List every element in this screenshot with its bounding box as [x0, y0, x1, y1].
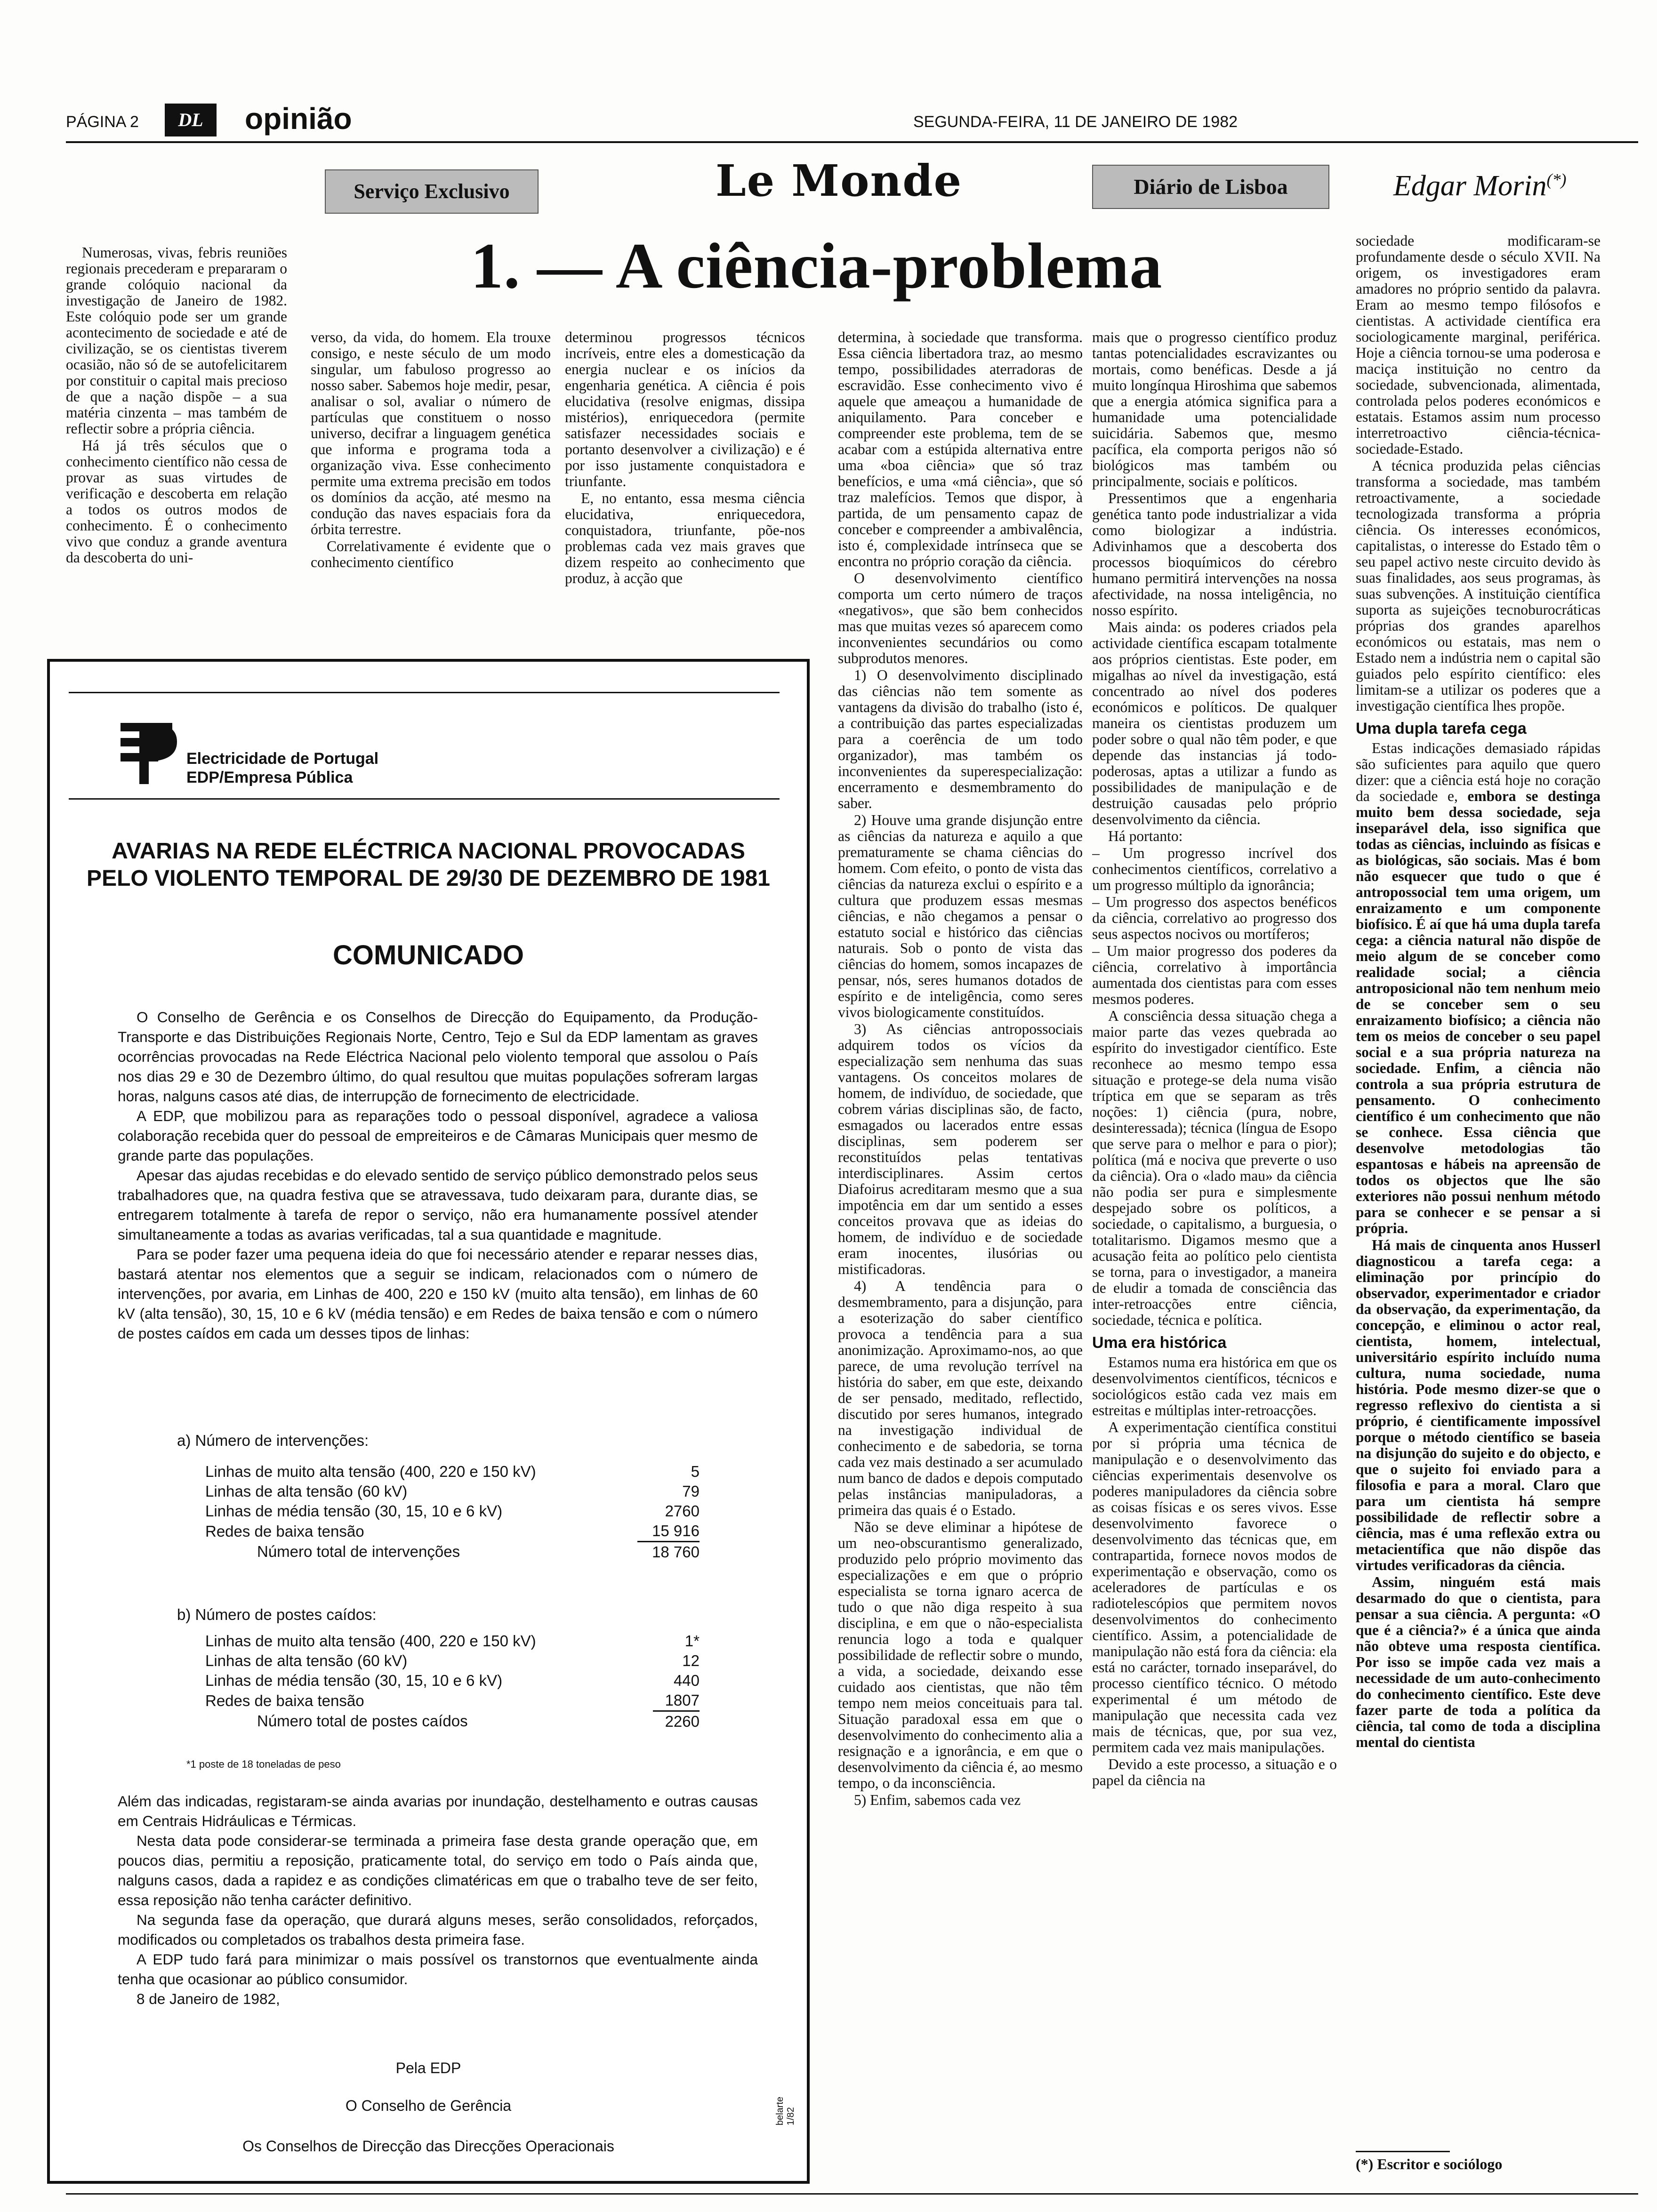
article-paragraph: 5) Enfim, sabemos cada vez	[854, 1792, 1021, 1808]
ad-paragraph: O Conselho de Gerência e os Conselhos de Direcção do Equipamento, da Produção-Transporte e das Distribuições Regionais Norte, Centro, Tejo e Sul da EDP lamentam as graves ocorrências provocadas na Rede Eléctrica Nacional pelo violento temporal que assolou o País nos dias 29 e 30 de Dezembro último, do qual resultou que muitas populações sofreram largas horas, nalguns casos até dias, de interrupção de fornecimento de electricidade.	[118, 1009, 758, 1105]
service-badge	[325, 169, 539, 214]
ad-mid-rule	[69, 798, 780, 800]
table-cell-label: Linhas de muito alta tensão (400, 220 e 150 kV)	[205, 1632, 536, 1650]
company-name-line: Electricidade de Portugal	[186, 750, 379, 768]
table-cell-label: Linhas de média tensão (30, 15, 10 e 6 kV)	[205, 1672, 503, 1689]
interventions-table	[205, 1462, 700, 1562]
diario-badge	[1092, 165, 1329, 209]
article-paragraph: A consciência dessa situação chega a maior parte das vezes quebrada ao espírito do investigador científico. Este reconhece ao mesmo tempo essa situação e protege-se dela numa visão tríptica em que se separam as três noções: 1) ciência (pura, nobre, desinteressada); técnica (língua de Esopo que serve para o melhor e para o pior); política (má e nociva que preverte o uso da ciência). Ora o «lado mau» da ciência não podia ser pura e simplesmente despejado sobre os políticos, a sociedade, o capitalismo, a burguesia, o totalitarismo. Digamos mesmo que a acusação feita ao político pelo cientista se torna, para o investigador, a maneira de eludir a tomada de consciência das inter-retroacções entre ciência, sociedade, técnica e política.	[1092, 1008, 1337, 1328]
article-paragraph: Há portanto:	[1108, 828, 1183, 844]
edp-logo-graphic	[121, 713, 177, 784]
article-paragraph	[1356, 740, 1601, 1236]
article-paragraph: Correlativamente é evidente que o conhecimento científico	[311, 538, 551, 570]
ad-headline-line: AVARIAS NA REDE ELÉCTRICA NACIONAL PROVOCADAS	[112, 839, 745, 864]
article-paragraph: – Um progresso incrível dos conhecimentos científicos, correlativo a um progresso múltiplo da ignorância;	[1092, 845, 1337, 893]
article-paragraph: Pressentimos que a engenharia genética tanto pode industrializar a vida como biologizar a indústria. Adivinhamos que a descoberta dos processos bioquímicos do cérebro humano permitirá intervenções na nossa afectividade, na nossa inteligência, no nosso espírito.	[1092, 490, 1337, 618]
table-row	[205, 1691, 700, 1711]
article-paragraph: 3) As ciências antropossociais adquirem todos os vícios da especialização sem nenhuma das suas vantagens. Os conceitos molares de homem, de indivíduo, de sociedade, que cobrem várias disciplinas são, de facto, esmagados ou lacerados entre essas disciplinas, sem poderem ser reconstituídos pelas tentativas interdisciplinares. Assim certos Diafoirus acreditaram mesmo que a sua impotência em dar um sentido a esses conceitos provava que as ideias do homem, de indivíduo e de sociedade eram inocentes, ilusórias ou mistificadoras.	[838, 1021, 1083, 1277]
ad-paragraph: Além das indicadas, registaram-se ainda avarias por inundação, destelhamento e outras causas em Centrais Hidráulicas e Térmicas.	[118, 1793, 758, 1829]
table-cell-label: Redes de baixa tensão	[205, 1691, 364, 1709]
signature-1: Pela EDP	[395, 2060, 461, 2076]
table-cell-value: 440	[673, 1672, 700, 1689]
article-paragraph: Devido a este processo, a situação e o papel da ciência na	[1092, 1756, 1337, 1788]
article-paragraph: – Um progresso dos aspectos benéficos da ciência, correlativo ao progresso dos seus aspectos nocivos ou mortíferos;	[1092, 894, 1337, 942]
table-a-title: a) Número de intervenções:	[177, 1432, 369, 1449]
table-footnote: *1 poste de 18 toneladas de peso	[186, 1758, 341, 1770]
table-cell-value: 1807	[653, 1691, 700, 1711]
footnote-rule	[1356, 2151, 1450, 2152]
agency-credit: belarte 1/82	[775, 2096, 796, 2125]
edp-advertisement	[47, 659, 810, 2184]
comunicado-title: COMUNICADO	[333, 940, 524, 970]
article-paragraph: Há mais de cinquenta anos Husserl diagnosticou a tarefa cega: a eliminação por princípio do observador, experimentador e criador da observação, da experimentação, da concepção, e eliminou o actor real, cientista, homem, intelectual, universitário espírito incluído numa cultura, numa sociedade, numa história. Pode mesmo dizer-se que o regresso reflexivo do cientista a si próprio, é cientificamente impossível porque o método científico se baseia na disjunção do sujeito e do objecto, e que o sujeito foi enviado para a filosofia e para a moral. Claro que para um cientista há sempre possibilidade de reflectir sobre a ciência, mas é uma reflexão extra ou metacientífica que não dispõe das virtudes verificadoras da ciência.	[1356, 1237, 1601, 1573]
article-column-6	[1356, 233, 1601, 2144]
author-footnote: (*) Escritor e sociólogo	[1356, 2156, 1503, 2172]
table-b-title: b) Número de postes caídos:	[177, 1606, 377, 1623]
author-name	[1393, 169, 1566, 203]
table-row	[205, 1521, 700, 1542]
ad-closing	[118, 1791, 758, 2009]
page-header	[47, 94, 1648, 136]
ad-top-rule	[69, 692, 780, 693]
table-cell-label: Linhas de média tensão (30, 15, 10 e 6 kV)	[205, 1502, 503, 1520]
lead-column	[66, 245, 287, 645]
article-column-5	[1092, 329, 1337, 2184]
section-title: opinião	[245, 102, 352, 136]
table-cell-value: 15 916	[637, 1521, 700, 1542]
poles-table	[205, 1631, 700, 1731]
table-row	[205, 1651, 700, 1671]
table-total-value: 2260	[665, 1713, 700, 1730]
page-bottom-rule	[66, 2193, 1638, 2195]
table-cell-label: Linhas de muito alta tensão (400, 220 e 150 kV)	[205, 1463, 536, 1480]
edp-logo-icon	[121, 713, 177, 784]
article-bold-text: embora se destinga muito bem dessa sociedade, seja inseparável dela, isso significa que todas as ciências, incluindo as físicas e as biológicas, são sociais. Mas é bom não esquecer que tudo o que é antropossocial tem uma origem, um enraizamento e um componente biofísico. É aí que há uma dupla tarefa cega: a ciência natural não dispõe de meio algum de se conceber como realidade social; a ciência antroposicional não tem nenhum meio de se conceber sem o seu enraizamento biofísico; a ciência não tem os meios de conceber o seu papel social e a sua própria natureza na sociedade. Enfim, a ciência não controla a sua própria estrutura de pensamento. O conhecimento científico é um conhecimento que não se conhece. Essa ciência que desenvolve metodologias tão espantosas e hábeis na apreensão de todos os objectos que lhe são exteriores não possui nenhum método para se conhecer e se pensar a si própria.	[1356, 788, 1601, 1236]
article-paragraph: 2) Houve uma grande disjunção entre as ciências da natureza e aquilo a que prematuramente se chama ciências do homem. Com efeito, o ponto de vista das ciências da natureza exclui o espírito e a cultura que produzem essas mesmas ciências, e não chegamos a pensar o estatuto social e histórico das ciências naturais. Sob o ponto de vista das ciências do homem, somos incapazes de pensar, nós, seres humanos dotados de espírito e de inteligência, como seres vivos biologicamente constituídos.	[838, 812, 1083, 1020]
table-cell-value: 79	[682, 1483, 700, 1500]
article-paragraph: mais que o progresso científico produz tantas potencialidades escravizantes ou mortais, como benéficas. Desde a já muito longínqua Hiroshima que sabemos que a energia atómica significa para a humanidade uma potencialidade suicidária. Sabemos que, mesmo pacífica, ela comporta perigos não só biológicos mas também ou principalmente, sociais e políticos.	[1092, 329, 1337, 489]
table-cell-value: 5	[691, 1463, 700, 1480]
article-paragraph: A técnica produzida pelas ciências transforma a sociedade, mas também retroactivamente, a sociedade tecnologizada transforma a própria ciência. Os interesses económicos, capitalistas, o interesse do Estado têm o seu papel activo neste circuito devido às suas finalidades, aos seus programas, às suas subvenções. A instituição científica suporta as sujeições tecnoburocráticas próprias dos grandes aparelhos económicos ou estatais, mas nem o Estado nem a indústria nem o capital são guiados pelo espírito científico: eles limitam-se a utilizar os poderes que a investigação científica lhes propõe.	[1356, 457, 1601, 714]
article-column-4	[838, 329, 1083, 2184]
lead-paragraph-2: Há já três séculos que o conhecimento científico não cessa de provar as suas virtudes de verificação e descoberta em relação a todos os outros modos de conhecimento. É o conhecimento vivo que conduz a grande aventura da descoberta do uni-	[66, 437, 287, 566]
table-row	[205, 1671, 700, 1691]
ad-body	[118, 1007, 758, 1343]
ad-paragraph: Apesar das ajudas recebidas e do elevado sentido de serviço público demonstrado pelos seus trabalhadores que, na quadra festiva que se atravessava, tudo deixaram para, durante dias, se entregarem totalmente à tarefa de repor o serviço, não era humanamente possível atender simultaneamente a todas as avarias verificadas, tal a sua quantidade e magnitude.	[118, 1167, 758, 1243]
issue-date: SEGUNDA-FEIRA, 11 DE JANEIRO DE 1982	[913, 113, 1238, 131]
section-subheading: Uma era histórica	[1092, 1334, 1227, 1352]
table-cell-value: 12	[682, 1652, 700, 1669]
ad-paragraph: A EDP tudo fará para minimizar o mais possível os transtornos que eventualmente ainda tenha que ocasionar ao público consumidor.	[118, 1951, 758, 1988]
table-total-label: Número total de postes caídos	[257, 1712, 468, 1730]
logo-text: DL	[178, 109, 203, 130]
article-text: Estas indicações demasiado rápidas são suficientes para aquilo que quero dizer: que a ciência está hoje no coração da sociedade e,	[1356, 740, 1601, 804]
table-row	[205, 1482, 700, 1501]
ad-paragraph: Para se poder fazer uma pequena ideia do que foi necessário atender e reparar nesses dias, bastará atentar nos elementos que a seguir se indicam, relacionados com o número de intervenções, por avaria, em Linhas de 400, 220 e 150 kV (muito alta tensão), em linhas de 60 kV (alta tensão), 30, 15, 10 e 6 kV (média tensão) e em Redes de baixa tensão e com o número de postes caídos em cada um desses tipos de linhas:	[118, 1246, 758, 1342]
ad-paragraph: Nesta data pode considerar-se terminada a primeira fase desta grande operação que, em poucos dias, permitiu a reposição, praticamente total, do serviço em todo o País ainda que, nalguns casos, dada a rapidez e as condições climatéricas em que o trabalho teve de ser feito, essa reposição não tenha carácter definitivo.	[118, 1832, 758, 1908]
header-rule	[66, 141, 1638, 143]
service-badge-label: Serviço Exclusivo	[354, 180, 510, 203]
signature-3: Os Conselhos de Direcção das Direcções Operacionais	[242, 2138, 614, 2155]
table-cell-label: Linhas de alta tensão (60 kV)	[205, 1483, 408, 1500]
table-row	[205, 1631, 700, 1651]
article-paragraph: – Um maior progresso dos poderes da ciência, correlativo à importância aumentada dos cientistas para com esses mesmos poderes.	[1092, 943, 1337, 1007]
article-paragraph: determinou progressos técnicos incríveis, entre eles a domesticação da energia nuclear e os inícios da engenharia genética. A ciência é pois elucidativa (resolve enigmas, dissipa mistérios), enriquecedora (permite satisfazer necessidades sociais e portanto desenvolver a civilização) e é por isso justamente conquistadora e triunfante.	[565, 329, 805, 489]
table-total-value: 18 760	[652, 1543, 700, 1561]
article-paragraph: sociedade modificaram-se profundamente desde o século XVII. Na origem, os investigadores eram amadores no próprio sentido da palavra. Eram ao mesmo tempo filósofos e cientistas. A actividade científica era sociologicamente marginal, periférica. Hoje a ciência tornou-se uma poderosa e maciça instituição no centro da sociedade, subvencionada, alimentada, controlada pelos poderes económicos e estatais. Estamos assim num processo interretroactivo ciência-técnica-sociedade-Estado.	[1356, 233, 1601, 457]
ad-paragraph: A EDP, que mobilizou para as reparações todo o pessoal disponível, agradece a valiosa colaboração recebida quer do pessoal de empreiteiros e de Câmaras Municipais quer mesmo de grande parte das populações.	[118, 1107, 758, 1164]
section-subheading: Uma dupla tarefa cega	[1356, 720, 1527, 737]
table-cell-label: Linhas de alta tensão (60 kV)	[205, 1652, 408, 1669]
author-text: Edgar Morin	[1393, 170, 1547, 202]
table-cell-value: 1*	[684, 1632, 700, 1650]
table-cell-label: Redes de baixa tensão	[205, 1522, 364, 1540]
article-paragraph: A experimentação científica constitui por si própria uma técnica de manipulação e o desenvolvimento das ciências experimentais desenvolve os poderes manipuladores da ciência sobre as coisas físicas e os seres vivos. Esse desenvolvimento favorece o desenvolvimento das técnicas que, em contrapartida, fornece novos modos de experimentação e observação, como os aceleradores de partículas e os radiotelescópios que permitem novos desenvolvimentos do conhecimento científico. Assim, a potencialidade de manipulação não está fora da ciência: ela está no carácter, tornado inseparável, do processo científico técnico. O método experimental é um método de manipulação que necessita cada vez mais de técnicas, que, por sua vez, permitem cada vez mais manipulações.	[1092, 1419, 1337, 1755]
ad-paragraph: Na segunda fase da operação, que durará alguns meses, serão consolidados, reforçados, modificados ou completados os trabalhos desta primeira fase.	[118, 1911, 758, 1948]
article-paragraph: E, no entanto, essa mesma ciência elucidativa, enriquecedora, conquistadora, triunfante, põe-nos problemas cada vez mais graves que dizem respeito ao conhecimento que produz, à acção que	[565, 490, 805, 586]
article-paragraph: 4) A tendência para o desmembramento, para a disjunção, para a esoterização do saber científico provoca a tendência para a sua anonimização. Aproximamo-nos, ao que parece, de uma revolução terrível na história do saber, em que este, deixando de ser pensado, meditado, reflectido, discutido por seres humanos, integrado na investigação individual de conhecimento e de sabedoria, se torna cada vez mais destinado a ser acumulado num banco de dados e depois computado pelas instâncias manipuladoras, a primeira das quais é o Estado.	[838, 1278, 1083, 1518]
article-paragraph: Não se deve eliminar a hipótese de um neo-obscurantismo generalizado, produzido pelo próprio movimento das especializações e em que o próprio especialista se torna ignaro acerca de tudo o que não diga respeito à sua disciplina, e em que o não-especialista renuncia logo a toda e qualquer possibilidade de reflectir sobre o mundo, a vida, a sociedade, deixando esse cuidado aos cientistas, que não têm tempo nem meios conceituais para tal. Situação paradoxal essa em que o desenvolvimento do conhecimento alia a resignação e a ignorância, e em que o desenvolvimento da ciência é, ao mesmo tempo, o da inconsciência.	[838, 1519, 1083, 1791]
le-monde-logo: Le Monde	[716, 155, 963, 206]
article-paragraph: Estamos numa era histórica em que os desenvolvimentos científicos, técnicos e sociológicos estão cada vez mais em estreitas e múltiplas inter-retroacções.	[1092, 1354, 1337, 1419]
article-paragraph: O desenvolvimento científico comporta um certo número de traços «negativos», que são bem conhecidos mas que muitas vezes só aparecem como inconvenientes secundários ou como subprodutos menores.	[838, 570, 1083, 666]
table-row	[205, 1462, 700, 1482]
author-mark: (*)	[1546, 170, 1567, 189]
table-total-row	[205, 1542, 700, 1563]
ad-headline-line: PELO VIOLENTO TEMPORAL DE 29/30 DE DEZEMBRO DE 1981	[87, 866, 770, 891]
table-total-label: Número total de intervenções	[257, 1543, 460, 1561]
table-cell-value: 2760	[665, 1502, 700, 1520]
article-paragraph: Assim, ninguém está mais desarmado do que o cientista, para pensar a sua ciência. A pergunta: «O que é a ciência?» é a única que ainda não obteve uma resposta científica. Por isso se impõe cada vez mais a necessidade de um auto-conhecimento do conhecimento científico. Este deve fazer parte de toda a política da ciência, tal como de toda a disciplina mental do cientista	[1356, 1574, 1601, 1750]
article-column-3	[565, 329, 805, 645]
table-row	[205, 1501, 700, 1521]
diario-badge-label: Diário de Lisboa	[1134, 175, 1288, 199]
table-total-row	[205, 1711, 700, 1732]
company-name	[186, 749, 378, 787]
article-paragraph: verso, da vida, do homem. Ela trouxe consigo, e neste século de um modo singular, um fabuloso progresso ao nosso saber. Sabemos hoje medir, pesar, analisar o sol, avaliar o número de partículas que constituem o nosso universo, decifrar a linguagem genética que informa e programa toda a organização viva. Esse conhecimento permite uma extrema precisão em todos os domínios da acção, até mesmo na condução das naves espaciais fora da órbita terrestre.	[311, 329, 551, 537]
article-paragraph: determina, à sociedade que transforma. Essa ciência libertadora traz, ao mesmo tempo, possibilidades aterradoras de escravidão. Esse conhecimento vivo é aquele que ameaçou a humanidade de aniquilamento. Para conceber e compreender este problema, tem de se acabar com a estúpida alternativa entre uma «boa ciência» que só traz benefícios, e uma «má ciência», que só traz malefícios. Temos que dispor, à partida, de um pensamento capaz de conceber e compreender a ambivalência, isto é, complexidade intrínseca que se encontra no próprio coração da ciência.	[838, 329, 1083, 569]
ad-headline	[50, 838, 807, 892]
lead-paragraph: Numerosas, vivas, febris reuniões regionais precederam e prepararam o grande colóquio nacional da investigação de Janeiro de 1982. Este colóquio pode ser um grande acontecimento de sociedade e até de civilização, se os cientistas tiverem ocasião, não só de se autofelicitarem por constituir o capital mais precioso de que a nação dispõe – a sua matéria cinzenta – mas também de reflectir sobre a própria ciência.	[66, 245, 287, 437]
newspaper-logo	[165, 104, 217, 136]
article-column-2	[311, 329, 551, 645]
ad-date: 8 de Janeiro de 1982,	[137, 1990, 280, 2007]
article-paragraph: 1) O desenvolvimento disciplinado das ciências não tem somente as vantagens da divisão do trabalho (isto é, a contribuição das partes especializadas para a coerência de um todo organizador), mas também os inconvenientes da superespecialização: encerramento e desmembramento do saber.	[838, 667, 1083, 811]
page-number: PÁGINA 2	[66, 113, 139, 131]
signature-2: O Conselho de Gerência	[345, 2097, 512, 2114]
article-title: 1. — A ciência-problema	[471, 230, 1163, 302]
article-paragraph: Mais ainda: os poderes criados pela actividade científica escapam totalmente aos próprios cientistas. Este poder, em migalhas ao nível da investigação, está concentrado ao nível dos poderes económicos e políticos. De qualquer maneira os cientistas produzem um poder sobre o qual não têm poder, e que depende das instancias já todo-poderosas, aptas a utilizar a fundo as possibilidades de manipulação e de destruição causadas pelo próprio desenvolvimento da ciência.	[1092, 619, 1337, 827]
company-name-line: EDP/Empresa Pública	[186, 769, 353, 786]
